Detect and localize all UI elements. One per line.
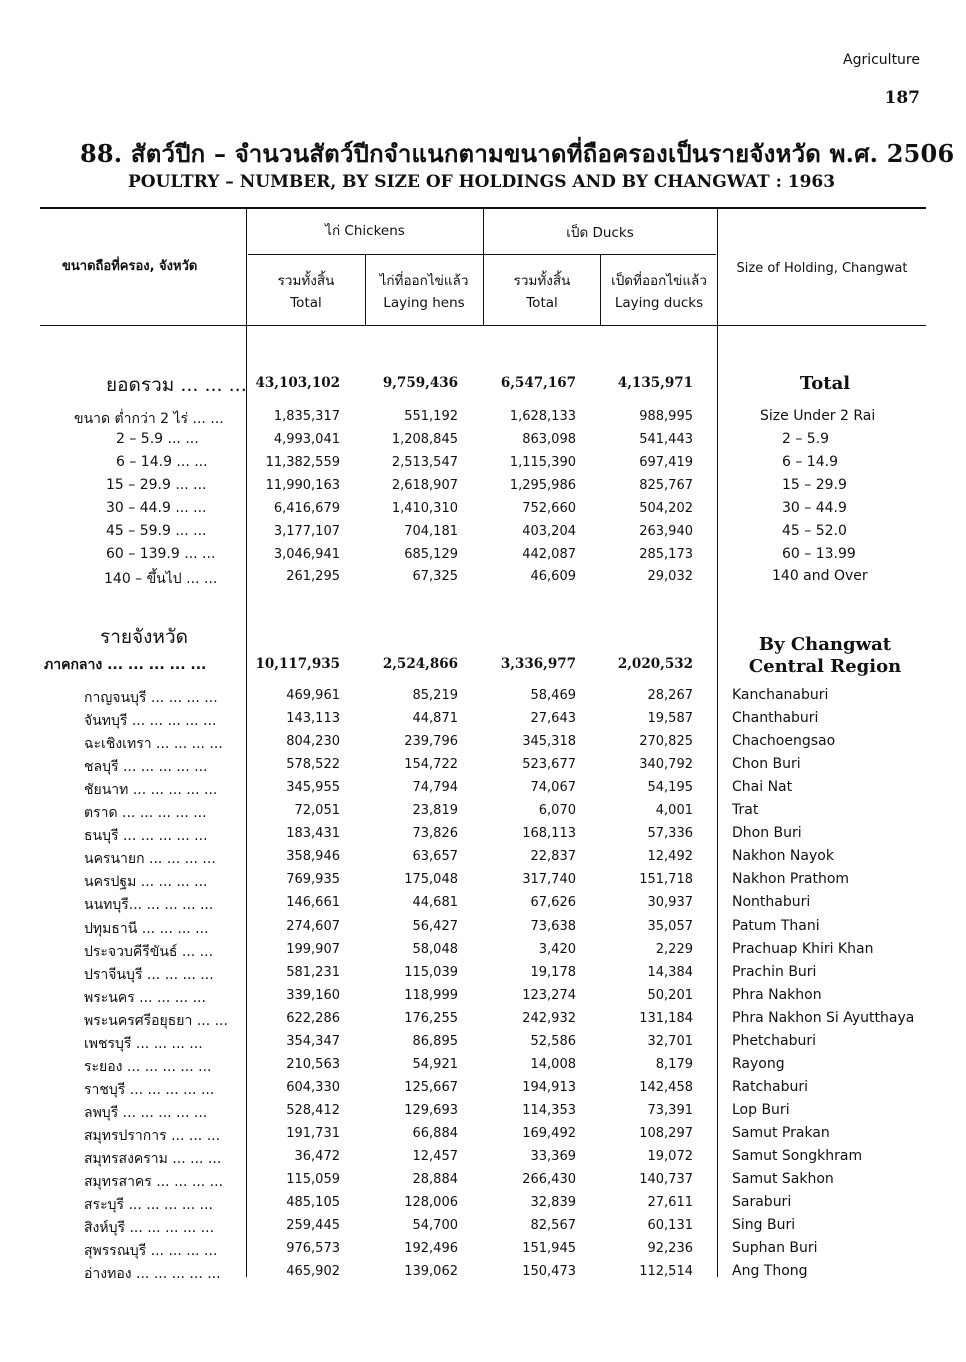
province-ducks-total-value: 67,626 — [530, 895, 576, 910]
province-label-thai: ธนบุรี ... ... ... ... ... — [84, 828, 208, 844]
size-label-thai: 60 – 139.9 ... ... — [106, 546, 216, 562]
laying-ducks-header — [601, 270, 717, 314]
province-laying-ducks-value: 340,792 — [639, 757, 693, 772]
province-label-english: Chanthaburi — [732, 710, 819, 726]
size-label-thai: 2 – 5.9 ... ... — [116, 431, 199, 447]
province-label-english: Chai Nat — [732, 779, 793, 795]
province-chickens-total-value: 274,607 — [286, 919, 340, 934]
province-label-thai: ฉะเชิงเทรา ... ... ... ... — [84, 736, 223, 752]
region-chickens: 10,117,935 — [255, 656, 340, 672]
size-chickens-total-value: 3,177,107 — [273, 524, 340, 539]
province-label-english: Nonthaburi — [732, 894, 811, 910]
province-chickens-total-value: 354,347 — [286, 1034, 340, 1049]
province-laying-ducks-value: 14,384 — [647, 965, 693, 980]
province-laying-hens-value: 54,700 — [412, 1218, 458, 1233]
size-label-english: 30 – 44.9 — [782, 500, 847, 516]
changwat-heading-english: By Changwat — [758, 634, 892, 655]
laying-hens-header — [366, 270, 482, 314]
province-laying-ducks-value: 35,057 — [647, 919, 693, 934]
size-laying-ducks-value: 988,995 — [639, 409, 693, 424]
province-laying-ducks-value: 151,718 — [639, 872, 693, 887]
province-ducks-total-value: 74,067 — [530, 780, 576, 795]
province-chickens-total-value: 469,961 — [286, 688, 340, 703]
province-laying-ducks-value: 2,229 — [655, 942, 693, 957]
province-label-english: Prachuap Khiri Khan — [732, 941, 874, 957]
province-chickens-total-value: 485,105 — [286, 1195, 340, 1210]
province-laying-ducks-value: 57,336 — [647, 826, 693, 841]
province-label-english: Nakhon Nayok — [732, 848, 834, 864]
province-label-english: Saraburi — [732, 1194, 792, 1210]
province-ducks-total-value: 27,643 — [530, 711, 576, 726]
province-laying-ducks-value: 32,701 — [647, 1034, 693, 1049]
size-label-thai: 30 – 44.9 ... ... — [106, 500, 207, 516]
province-label-english: Phra Nakhon Si Ayutthaya — [732, 1010, 915, 1026]
province-laying-ducks-value: 60,131 — [647, 1218, 693, 1233]
total-chickens: 43,103,102 — [255, 375, 340, 391]
province-chickens-total-value: 36,472 — [294, 1149, 340, 1164]
total-label-english: Total — [799, 373, 851, 394]
province-ducks-total-value: 345,318 — [522, 734, 576, 749]
column-divider — [717, 209, 718, 1277]
province-label-english: Samut Prakan — [732, 1125, 830, 1141]
size-chickens-total-value: 1,835,317 — [273, 409, 340, 424]
size-label-english: 45 – 52.0 — [782, 523, 847, 539]
province-chickens-total-value: 143,113 — [286, 711, 340, 726]
province-chickens-total-value: 72,051 — [294, 803, 340, 818]
province-laying-hens-value: 115,039 — [404, 965, 458, 980]
size-label-thai: ขนาด ต่ำกว่า 2 ไร่ ... ... — [74, 411, 224, 427]
size-ducks-total-value: 442,087 — [522, 547, 576, 562]
province-label-thai: สมุทรสงคราม ... ... ... — [84, 1151, 222, 1167]
size-chickens-total-value: 3,046,941 — [273, 547, 340, 562]
province-laying-hens-value: 58,048 — [412, 942, 458, 957]
province-laying-ducks-value: 19,072 — [647, 1149, 693, 1164]
region-laying-ducks: 2,020,532 — [617, 656, 693, 672]
province-label-english: Kanchanaburi — [732, 687, 829, 703]
laying-ducks-header-english: Laying ducks — [614, 295, 704, 311]
province-laying-hens-value: 86,895 — [412, 1034, 458, 1049]
province-laying-hens-value: 23,819 — [412, 803, 458, 818]
province-laying-ducks-value: 142,458 — [639, 1080, 693, 1095]
stub-header-english: Size of Holding, Changwat — [736, 261, 908, 276]
province-laying-hens-value: 239,796 — [404, 734, 458, 749]
province-laying-hens-value: 85,219 — [412, 688, 458, 703]
size-laying-ducks-value: 541,443 — [639, 432, 693, 447]
province-laying-hens-value: 175,048 — [404, 872, 458, 887]
province-label-thai: จันทบุรี ... ... ... ... ... — [84, 713, 217, 729]
size-ducks-total-value: 403,204 — [522, 524, 576, 539]
province-label-thai: นครปฐม ... ... ... ... — [84, 874, 208, 890]
size-label-english: 6 – 14.9 — [782, 454, 838, 470]
size-laying-hens-value: 2,513,547 — [391, 455, 458, 470]
ducks-total-header-thai: รวมทั้งสิ้น — [513, 273, 571, 289]
province-chickens-total-value: 191,731 — [286, 1126, 340, 1141]
province-laying-ducks-value: 19,587 — [647, 711, 693, 726]
province-label-thai: พระนคร ... ... ... ... — [84, 990, 206, 1006]
province-chickens-total-value: 183,431 — [286, 826, 340, 841]
province-ducks-total-value: 58,469 — [530, 688, 576, 703]
province-label-english: Samut Songkhram — [732, 1148, 863, 1164]
province-laying-ducks-value: 131,184 — [639, 1011, 693, 1026]
province-ducks-total-value: 114,353 — [522, 1103, 576, 1118]
province-ducks-total-value: 19,178 — [530, 965, 576, 980]
size-laying-ducks-value: 29,032 — [647, 569, 693, 584]
province-laying-ducks-value: 4,001 — [655, 803, 693, 818]
province-laying-hens-value: 118,999 — [404, 988, 458, 1003]
province-label-thai: ชลบุรี ... ... ... ... ... — [84, 759, 208, 775]
size-ducks-total-value: 863,098 — [522, 432, 576, 447]
province-ducks-total-value: 6,070 — [538, 803, 576, 818]
size-label-english: 140 and Over — [772, 568, 868, 584]
province-chickens-total-value: 604,330 — [286, 1080, 340, 1095]
size-ducks-total-value: 752,660 — [522, 501, 576, 516]
size-chickens-total-value: 11,382,559 — [265, 455, 340, 470]
province-ducks-total-value: 168,113 — [522, 826, 576, 841]
province-laying-hens-value: 44,871 — [412, 711, 458, 726]
province-label-thai: ลพบุรี ... ... ... ... ... — [84, 1105, 208, 1121]
province-ducks-total-value: 22,837 — [530, 849, 576, 864]
province-label-thai: อ่างทอง ... ... ... ... ... — [84, 1266, 221, 1282]
size-laying-ducks-value: 285,173 — [639, 547, 693, 562]
province-chickens-total-value: 259,445 — [286, 1218, 340, 1233]
province-label-thai: ชัยนาท ... ... ... ... ... — [84, 782, 218, 798]
province-label-english: Nakhon Prathom — [732, 871, 850, 887]
size-ducks-total-value: 1,295,986 — [509, 478, 576, 493]
province-chickens-total-value: 528,412 — [286, 1103, 340, 1118]
total-label-thai: ยอดรวม ... ... ... — [106, 374, 247, 396]
size-laying-ducks-value: 825,767 — [639, 478, 693, 493]
province-chickens-total-value: 578,522 — [286, 757, 340, 772]
province-ducks-total-value: 523,677 — [522, 757, 576, 772]
size-label-thai: 15 – 29.9 ... ... — [106, 477, 207, 493]
province-laying-ducks-value: 270,825 — [639, 734, 693, 749]
province-label-english: Sing Buri — [732, 1217, 796, 1233]
province-label-english: Prachin Buri — [732, 964, 817, 980]
size-label-thai: 45 – 59.9 ... ... — [106, 523, 207, 539]
province-laying-hens-value: 12,457 — [412, 1149, 458, 1164]
province-laying-hens-value: 129,693 — [404, 1103, 458, 1118]
province-label-english: Suphan Buri — [732, 1240, 818, 1256]
province-laying-hens-value: 44,681 — [412, 895, 458, 910]
province-laying-ducks-value: 54,195 — [647, 780, 693, 795]
province-ducks-total-value: 242,932 — [522, 1011, 576, 1026]
size-label-english: 2 – 5.9 — [782, 431, 830, 447]
province-ducks-total-value: 33,369 — [530, 1149, 576, 1164]
size-laying-hens-value: 685,129 — [404, 547, 458, 562]
size-laying-ducks-value: 504,202 — [639, 501, 693, 516]
province-laying-ducks-value: 92,236 — [647, 1241, 693, 1256]
province-label-thai: สมุทรปราการ ... ... ... — [84, 1128, 221, 1144]
chickens-total-header — [248, 270, 364, 314]
province-label-english: Lop Buri — [732, 1102, 790, 1118]
province-label-thai: สิงห์บุรี ... ... ... ... ... — [84, 1220, 215, 1236]
province-ducks-total-value: 73,638 — [530, 919, 576, 934]
province-label-english: Patum Thani — [732, 918, 820, 934]
group-header-rule — [248, 254, 716, 255]
province-chickens-total-value: 210,563 — [286, 1057, 340, 1072]
size-label-thai: 140 – ขึ้นไป ... ... — [104, 571, 218, 587]
province-laying-hens-value: 125,667 — [404, 1080, 458, 1095]
ducks-total-header — [484, 270, 600, 314]
header-bottom-rule — [40, 325, 926, 326]
province-label-thai: เพชรบุรี ... ... ... ... — [84, 1036, 203, 1052]
province-label-thai: นนทบุรี... ... ... ... ... — [84, 897, 214, 913]
province-laying-ducks-value: 30,937 — [647, 895, 693, 910]
size-laying-hens-value: 704,181 — [404, 524, 458, 539]
province-label-thai: ประจวบคีรีขันธ์ ... ... — [84, 944, 214, 960]
province-ducks-total-value: 194,913 — [522, 1080, 576, 1095]
size-chickens-total-value: 4,993,041 — [273, 432, 340, 447]
province-laying-ducks-value: 108,297 — [639, 1126, 693, 1141]
ducks-total-header-english: Total — [526, 295, 558, 311]
size-laying-hens-value: 1,410,310 — [391, 501, 458, 516]
province-laying-hens-value: 28,884 — [412, 1172, 458, 1187]
province-label-thai: สระบุรี ... ... ... ... ... — [84, 1197, 213, 1213]
size-laying-hens-value: 67,325 — [412, 569, 458, 584]
section-label: Agriculture — [843, 52, 920, 68]
province-laying-hens-value: 176,255 — [404, 1011, 458, 1026]
province-laying-hens-value: 66,884 — [412, 1126, 458, 1141]
province-label-thai: สมุทรสาคร ... ... ... ... — [84, 1174, 224, 1190]
province-label-thai: ปราจีนบุรี ... ... ... ... — [84, 967, 214, 983]
size-ducks-total-value: 1,115,390 — [509, 455, 576, 470]
province-label-thai: สุพรรณบุรี ... ... ... ... — [84, 1243, 218, 1259]
province-label-english: Ang Thong — [732, 1263, 808, 1279]
province-ducks-total-value: 32,839 — [530, 1195, 576, 1210]
province-laying-ducks-value: 73,391 — [647, 1103, 693, 1118]
province-ducks-total-value: 82,567 — [530, 1218, 576, 1233]
region-laying-hens: 2,524,866 — [382, 656, 458, 672]
region-label-thai: ภาคกลาง ... ... ... ... ... — [44, 657, 207, 673]
province-laying-hens-value: 192,496 — [404, 1241, 458, 1256]
province-laying-ducks-value: 28,267 — [647, 688, 693, 703]
province-label-english: Trat — [732, 802, 759, 818]
province-laying-hens-value: 128,006 — [404, 1195, 458, 1210]
province-ducks-total-value: 150,473 — [522, 1264, 576, 1279]
province-chickens-total-value: 622,286 — [286, 1011, 340, 1026]
province-laying-ducks-value: 8,179 — [655, 1057, 693, 1072]
province-chickens-total-value: 339,160 — [286, 988, 340, 1003]
ducks-group-header: เป็ด Ducks — [566, 225, 634, 241]
size-chickens-total-value: 11,990,163 — [265, 478, 340, 493]
province-chickens-total-value: 345,955 — [286, 780, 340, 795]
province-chickens-total-value: 465,902 — [286, 1264, 340, 1279]
province-label-english: Samut Sakhon — [732, 1171, 834, 1187]
size-laying-ducks-value: 697,419 — [639, 455, 693, 470]
chickens-group-header: ไก่ Chickens — [325, 223, 405, 239]
province-chickens-total-value: 199,907 — [286, 942, 340, 957]
province-label-english: Phra Nakhon — [732, 987, 822, 1003]
province-ducks-total-value: 3,420 — [538, 942, 576, 957]
province-label-english: Chachoengsao — [732, 733, 836, 749]
province-label-english: Rayong — [732, 1056, 785, 1072]
province-laying-hens-value: 63,657 — [412, 849, 458, 864]
province-ducks-total-value: 169,492 — [522, 1126, 576, 1141]
province-label-thai: ตราด ... ... ... ... ... — [84, 805, 207, 821]
province-label-english: Ratchaburi — [732, 1079, 809, 1095]
chickens-total-header-thai: รวมทั้งสิ้น — [277, 273, 335, 289]
province-label-english: Dhon Buri — [732, 825, 802, 841]
province-laying-ducks-value: 112,514 — [639, 1264, 693, 1279]
size-laying-hens-value: 551,192 — [404, 409, 458, 424]
province-ducks-total-value: 14,008 — [530, 1057, 576, 1072]
province-laying-ducks-value: 140,737 — [639, 1172, 693, 1187]
province-label-thai: กาญจนบุรี ... ... ... ... — [84, 690, 218, 706]
province-laying-ducks-value: 50,201 — [647, 988, 693, 1003]
province-laying-hens-value: 56,427 — [412, 919, 458, 934]
size-label-english: 15 – 29.9 — [782, 477, 847, 493]
province-laying-hens-value: 139,062 — [404, 1264, 458, 1279]
table-title-thai: 88. สัตว์ปีก – จำนวนสัตว์ปีกจำแนกตามขนาดที่ถือครองเป็นรายจังหวัด พ.ศ. 2506 — [80, 139, 955, 168]
province-laying-hens-value: 73,826 — [412, 826, 458, 841]
province-ducks-total-value: 266,430 — [522, 1172, 576, 1187]
province-chickens-total-value: 804,230 — [286, 734, 340, 749]
stub-header-thai: ขนาดถือที่ครอง, จังหวัด — [62, 259, 198, 274]
changwat-heading-thai: รายจังหวัด — [100, 626, 188, 648]
province-label-thai: พระนครศรีอยุธยา ... ... — [84, 1013, 228, 1029]
province-label-thai: นครนายก ... ... ... ... — [84, 851, 216, 867]
province-label-thai: ราชบุรี ... ... ... ... ... — [84, 1082, 215, 1098]
province-label-thai: ระยอง ... ... ... ... ... — [84, 1059, 212, 1075]
total-ducks: 6,547,167 — [500, 375, 576, 391]
province-chickens-total-value: 115,059 — [286, 1172, 340, 1187]
laying-ducks-header-thai: เป็ดที่ออกไข่แล้ว — [611, 273, 707, 289]
province-label-thai: ปทุมธานี ... ... ... ... — [84, 921, 209, 937]
size-laying-hens-value: 2,618,907 — [391, 478, 458, 493]
total-laying-ducks: 4,135,971 — [617, 375, 693, 391]
province-label-english: Phetchaburi — [732, 1033, 816, 1049]
province-laying-hens-value: 54,921 — [412, 1057, 458, 1072]
size-chickens-total-value: 6,416,679 — [273, 501, 340, 516]
page-number: 187 — [884, 88, 920, 108]
size-label-english: Size Under 2 Rai — [760, 408, 876, 424]
size-label-thai: 6 – 14.9 ... ... — [116, 454, 208, 470]
province-ducks-total-value: 317,740 — [522, 872, 576, 887]
province-chickens-total-value: 146,661 — [286, 895, 340, 910]
province-ducks-total-value: 123,274 — [522, 988, 576, 1003]
province-chickens-total-value: 769,935 — [286, 872, 340, 887]
province-laying-ducks-value: 12,492 — [647, 849, 693, 864]
province-ducks-total-value: 52,586 — [530, 1034, 576, 1049]
size-label-english: 60 – 13.99 — [782, 546, 856, 562]
province-laying-ducks-value: 27,611 — [647, 1195, 693, 1210]
size-ducks-total-value: 1,628,133 — [509, 409, 576, 424]
total-laying-hens: 9,759,436 — [382, 375, 458, 391]
size-ducks-total-value: 46,609 — [530, 569, 576, 584]
province-chickens-total-value: 358,946 — [286, 849, 340, 864]
province-laying-hens-value: 154,722 — [404, 757, 458, 772]
province-ducks-total-value: 151,945 — [522, 1241, 576, 1256]
table-title-english: POULTRY – NUMBER, BY SIZE OF HOLDINGS AND BY CHANGWAT : 1963 — [128, 172, 836, 192]
size-laying-ducks-value: 263,940 — [639, 524, 693, 539]
region-ducks: 3,336,977 — [500, 656, 576, 672]
size-chickens-total-value: 261,295 — [286, 569, 340, 584]
province-chickens-total-value: 976,573 — [286, 1241, 340, 1256]
size-laying-hens-value: 1,208,845 — [391, 432, 458, 447]
region-label-english: Central Region — [748, 656, 902, 677]
laying-hens-header-thai: ไก่ที่ออกไข่แล้ว — [379, 273, 469, 289]
province-label-english: Chon Buri — [732, 756, 801, 772]
chickens-total-header-english: Total — [290, 295, 322, 311]
province-chickens-total-value: 581,231 — [286, 965, 340, 980]
province-laying-hens-value: 74,794 — [412, 780, 458, 795]
laying-hens-header-english: Laying hens — [383, 295, 465, 311]
